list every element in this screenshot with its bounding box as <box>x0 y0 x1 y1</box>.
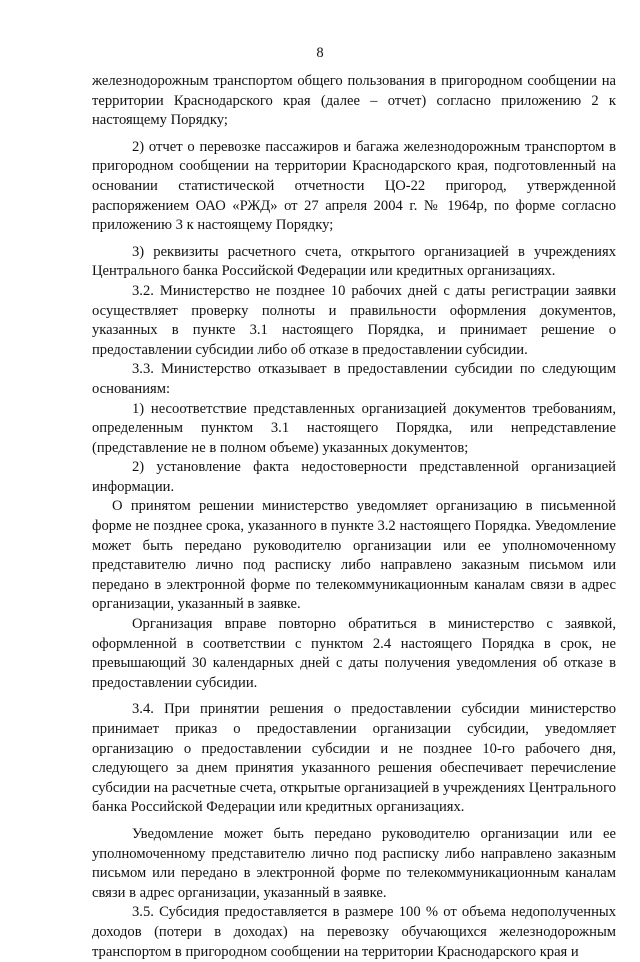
paragraph-report-continuation: железнодорожным транспортом общего пользования в пригородном сообщении на территории Краснодарского края (далее – отчет) согласно приложению 2 к настоящему Порядку; <box>92 73 616 129</box>
paragraph-refusal-ground-1: 1) несоответствие представленных организацией документов требованиям, определенным пунктом 3.1 настоящего Порядка, или непредставление (представление не в полном объеме) указанных документов; <box>92 400 616 456</box>
page-number: 8 <box>316 45 324 61</box>
paragraph-3-4-grant-decision: 3.4. При принятии решения о предоставлении субсидии министерство принимает приказ о предоставлении организации субсидии, уведомляет организацию о предоставлении субсидии и не позднее 10-го рабочего дня, следующего за днем принятия указанного решения обеспечивает перечисление субсидии на расчетные счета, открытые организацией в учреждениях Центрального банка Российской Федерации или кредитных организациях. <box>92 701 616 816</box>
paragraph-repeat-application: Организация вправе повторно обратиться в министерство с заявкой, оформленной в соответствии с пунктом 2.4 настоящего Порядка в срок, не превышающий 30 календарных дней с даты получения уведомления об отказе в предоставлении субсидии. <box>92 616 616 691</box>
paragraph-decision-notification: О принятом решении министерство уведомляет организацию в письменной форме не позднее срока, указанного в пункте 3.2 настоящего Порядка. Уведомление может быть передано руководителю организации или ее уполномоченному представителю лично под расписку либо направлено заказным письмом или передано в электронной форме по телекоммуникационным каналам связи в адрес организации, указанный в заявке. <box>92 498 616 613</box>
paragraph-refusal-ground-2: 2) установление факта недостоверности представленной организацией информации. <box>92 459 616 495</box>
paragraph-3-2-verification: 3.2. Министерство не позднее 10 рабочих дней с даты регистрации заявки осуществляет проверку полноты и правильности оформления документов, указанных в пункте 3.1 настоящего Порядка, и принимает решение о предоставлении субсидии либо об отказе в предоставлении субсидии. <box>92 282 616 358</box>
paragraph-3-3-refusal-grounds: 3.3. Министерство отказывает в предоставлении субсидии по следующим основаниям: <box>92 361 616 397</box>
document-body <box>92 72 616 962</box>
paragraph-grant-notification: Уведомление может быть передано руководителю организации или ее уполномоченному представителю лично под расписку либо направлено заказным письмом или передано в электронной форме по телекоммуникационным каналам связи в адрес организации, указанный в заявке. <box>92 825 616 901</box>
paragraph-item-3-bank-details: 3) реквизиты расчетного счета, открытого организацией в учреждениях Центрального банка Российской Федерации или кредитных организациях. <box>92 243 616 280</box>
paragraph-3-5-subsidy-amount: 3.5. Субсидия предоставляется в размере 100 % от объема недополученных доходов (потери в доходах) на перевозку обучающихся железнодорожным транспортом в пригородном сообщении на территории Краснодарского края и <box>92 904 616 960</box>
paragraph-item-2-passenger-report: 2) отчет о перевозке пассажиров и багажа железнодорожным транспортом в пригородном сообщении на территории Краснодарского края, подготовленный на основании статистической отчетности ЦО-22 пригород, утвержденной распоряжением ОАО «РЖД» от 27 апреля 2004 г. № 1964р, по форме согласно приложению 3 к настоящему Порядку; <box>92 138 616 234</box>
